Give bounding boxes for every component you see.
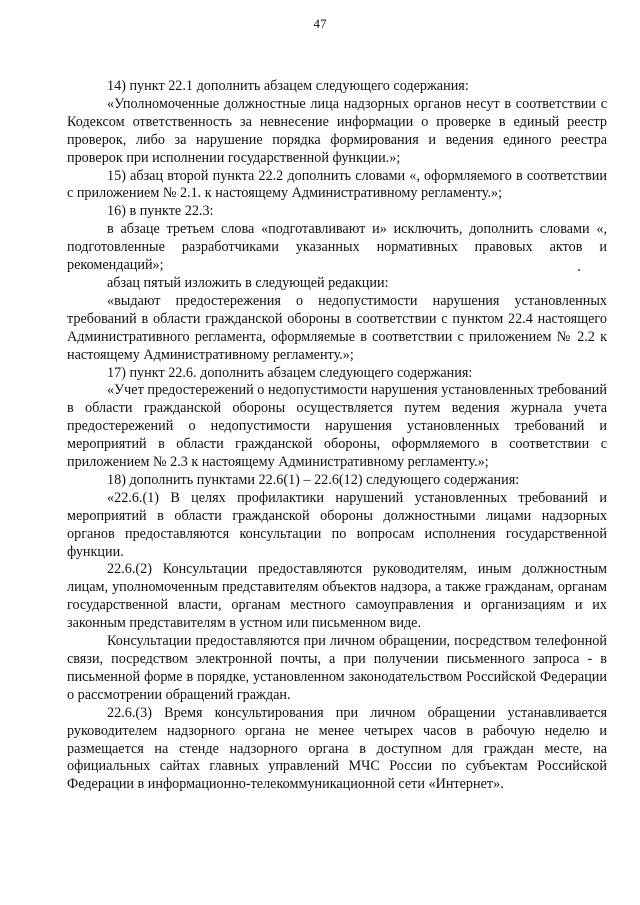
document-body	[67, 78, 607, 794]
paragraph-item-16: 16) в пункте 22.3:	[107, 203, 214, 220]
paragraph-quote-warnings-journal: «Учет предостережений о недопустимости нарушения установленных требований в области гражданской обороны осуществляется путем ведения журнала учета предостережений о недопустимости нарушения установленных требований и мероприятий в области гражданской обороны, оформляемого в соответствии с приложением № 2.3 к настоящему Административному регламенту.»;	[67, 382, 607, 471]
paragraph-consultation-methods: Консультации предоставляются при личном обращении, посредством телефонной связи, посредством электронной почты, а при получении письменного запроса - в письменной форме в порядке, установленном законодательством Российской Федерации о рассмотрении обращений граждан.	[67, 633, 607, 703]
paragraph-item-17: 17) пункт 22.6. дополнить абзацем следующего содержания:	[107, 364, 473, 381]
paragraph-third-abzac: в абзаце третьем слова «подготавливают и» исключить, дополнить словами «, подготовленные разработчиками указанных нормативных правовых актов и рекомендаций»;	[67, 221, 607, 274]
paragraph-22-6-2: 22.6.(2) Консультации предоставляются руководителям, иным должностным лицам, уполномоченным представителям объектов надзора, а также гражданам, органам государственной власти, органам местного самоуправления и организациям и их законным представителям в устном или письменном виде.	[67, 561, 607, 632]
paragraph-quote-warnings: «выдают предостережения о недопустимости нарушения установленных требований в области гражданской обороны в соответствии с пунктом 22.4 настоящего Административного регламента, оформляемые в соответствии с приложением № 2.2 к настоящему Административному регламенту.»;	[67, 292, 607, 363]
paragraph-22-6-3: 22.6.(3) Время консультирования при личном обращении устанавливается руководителем надзорного органа не менее четырех часов в рабочую неделю и размещается на стенде надзорного органа в доступном для граждан месте, на официальных сайтах главных управлений МЧС России по субъектам Российской Федерации в информационно-телекоммуникационной сети «Интернет».	[67, 704, 607, 793]
paragraph-quote-officials-liability: «Уполномоченные должностные лица надзорных органов несут в соответствии с Кодексом ответственность за невнесение информации о проверке в единый реестр проверок, либо за нарушение порядка формирования и ведения единого реестра проверок при исполнении государственной функции.»;	[67, 95, 607, 166]
paragraph-22-6-1: «22.6.(1) В целях профилактики нарушений установленных требований и мероприятий в области гражданской обороны должностными лицами надзорных органов предоставляются консультации по вопросам исполнения государственной функции.	[67, 489, 607, 560]
paragraph-item-14: 14) пункт 22.1 дополнить абзацем следующего содержания:	[107, 78, 469, 94]
page-number: 47	[313, 16, 327, 31]
paragraph-item-18: 18) дополнить пунктами 22.6(1) – 22.6(12) следующего содержания:	[107, 471, 520, 488]
scan-speck	[578, 269, 580, 271]
paragraph-fifth-abzac: абзац пятый изложить в следующей редакции:	[107, 274, 389, 291]
paragraph-item-15: 15) абзац второй пункта 22.2 дополнить словами «, оформляемого в соответствии с приложением № 2.1. к настоящему Административному регламенту.»;	[67, 167, 607, 202]
